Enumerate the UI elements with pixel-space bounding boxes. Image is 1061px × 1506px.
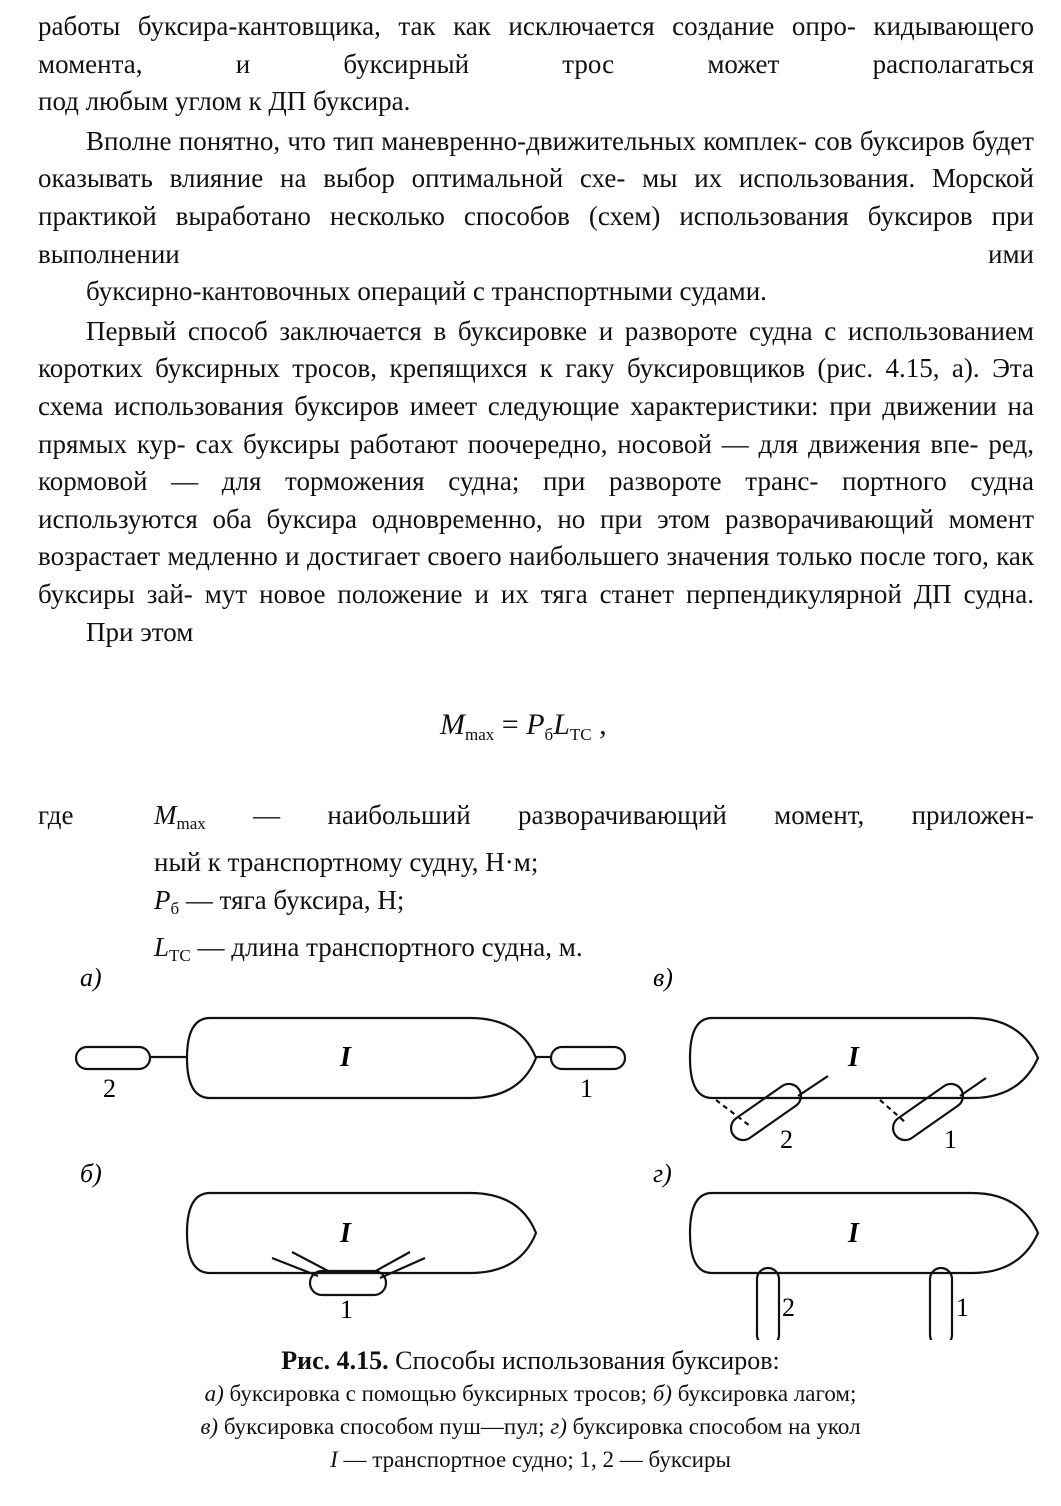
pull-line-v1 [880,1100,905,1122]
tug-num-2-g: 2 [782,1293,795,1322]
definitions-list [154,796,1034,975]
formula-l: L [553,708,570,741]
push-line-v2 [798,1076,828,1096]
tug-num-1-g: 1 [956,1293,969,1322]
caption-segment: буксировка лагом; [671,1381,857,1406]
caption-figure-number: Рис. 4.15. [281,1346,389,1375]
text-line: Вполне понятно, что тип маневренно-движительных комплек- [86,125,807,156]
definition-item [154,796,1034,843]
vessel-hull-g [690,1193,1038,1273]
definition-item [154,843,1034,881]
formula-eq: = [494,708,527,741]
definition-subscript: max [176,814,206,833]
tug-num-2-v: 2 [780,1125,793,1154]
vessel-label-a: I [340,1042,351,1073]
formula-p: P [526,708,545,741]
definition-item [154,881,1034,928]
caption-segment: г) [550,1414,567,1439]
text-line-last: под любым углом к ДП буксира. [38,86,411,117]
vessel-hull-b [187,1193,536,1273]
text-line: буксировщиков (рис. 4.15, а). Эта схема использования буксиров [38,353,1035,421]
paragraph-1 [38,8,1034,121]
figure-caption-title [0,1346,1061,1376]
panel-label-v: в) [653,963,673,992]
tug-num-1-v: 1 [944,1125,957,1154]
figure-caption-line-4 [0,1447,1061,1473]
definition-symbol: L [154,932,170,962]
panel-label-b: б) [80,1159,102,1188]
tug-2-a [76,1047,150,1069]
figure-caption-line-2 [0,1381,1061,1407]
text-line: сов буксиров будет оказывать влияние на выбор оптимальной схе- [38,125,1034,194]
figure-4-15 [0,960,1061,1340]
body-text [38,8,1034,651]
tug-1-g [930,1268,952,1340]
text-line-last: буксирно-кантовочных операций с транспортными судами. [86,276,767,307]
text-line: ред, кормовой — для торможения судна; при развороте транс- [38,428,1035,497]
text-line: своего наибольшего значения только после того, как буксиры зай- [38,541,1034,609]
figure-caption-line-3 [0,1414,1061,1440]
vessel-label-b: I [340,1218,351,1249]
formula-l-sub: ТС [569,725,592,744]
lash-line-b4 [380,1258,425,1278]
definitions [38,796,1034,975]
vessel-hull-a [187,1018,536,1098]
text-line: способов (схем) использования буксиров при выполнении ими [38,200,1034,269]
formula [440,708,607,745]
definition-symbol: P [154,885,171,915]
text-line: Первый способ заключается в буксировке и развороте судна с [86,315,837,346]
vessel-label-g: I [848,1218,859,1249]
text-line: мут новое положение и их тяга станет перпендикулярной ДП судна. [204,578,1034,609]
tug-1-b [310,1271,386,1295]
text-line: мы их использования. Морской практикой выработано несколько [38,163,1035,231]
text-line: работы буксира-кантовщика, так как исключается создание опро- [38,11,856,41]
vessel-hull-v [690,1018,1038,1098]
caption-segment: буксировка с помощью буксирных тросов; [223,1381,653,1406]
pri-etom [38,614,1034,652]
pri-etom-text: При этом [86,616,194,647]
push-line-v1 [960,1078,986,1096]
caption-segment: — транспортное судно; 1, 2 — буксиры [337,1447,731,1472]
caption-title-text: Способы использования буксиров: [388,1346,780,1375]
panel-label-a: а) [80,963,102,992]
tug-2-v [726,1079,805,1145]
caption-segment: I [330,1447,338,1472]
tug-1-a [551,1047,625,1069]
panel-label-g: г) [653,1159,672,1188]
lash-line-b2 [292,1252,332,1273]
tug-num-2-a: 2 [103,1074,116,1103]
text-line: имеет следующие характеристики: при движении на прямых кур- [38,390,1034,459]
definition-subscript: ТС [169,946,191,965]
text-line: портного судна используются оба буксира одновременно, но при [38,466,1035,534]
formula-m-sub: max [465,725,495,744]
vessel-label-v: I [848,1042,859,1073]
paragraph-2 [38,123,1034,311]
definition-text: ный к транспортному судну, Н·м; [154,847,539,877]
definition-text: — наибольший разворачивающий момент, приложен- [205,800,1034,830]
gde-label: где [38,800,74,830]
tug-num-1-a: 1 [580,1074,593,1103]
text-line: кидывающего момента, и буксирный трос может располагаться [38,11,1034,79]
lash-line-b3 [372,1252,410,1273]
definition-subscript: б [170,899,180,918]
definition-symbol: M [154,800,177,830]
caption-segment: б) [652,1381,672,1406]
caption-segment: а) [204,1381,224,1406]
caption-segment: буксировка способом пуш—пул; [218,1414,551,1439]
caption-segment: в) [200,1414,219,1439]
text-line: сах буксиры работают поочередно, носовой — для движения впе- [195,428,979,459]
formula-p-sub: б [544,725,554,744]
formula-m: M [440,708,465,741]
definition-text: — длина транспортного судна, м. [190,932,583,962]
formula-tail: , [591,708,607,741]
text-line: этом разворачивающий момент возрастает медленно и достигает [38,503,1034,572]
tug-2-g [757,1268,779,1340]
caption-segment: буксировка способом на укол [566,1414,861,1439]
text-line: использованием коротких буксирных тросов, крепящихся к гаку [38,315,1035,384]
tug-num-1-b: 1 [340,1295,353,1324]
paragraph-3 [38,313,1034,614]
definition-text: — тяга буксира, Н; [179,885,405,915]
